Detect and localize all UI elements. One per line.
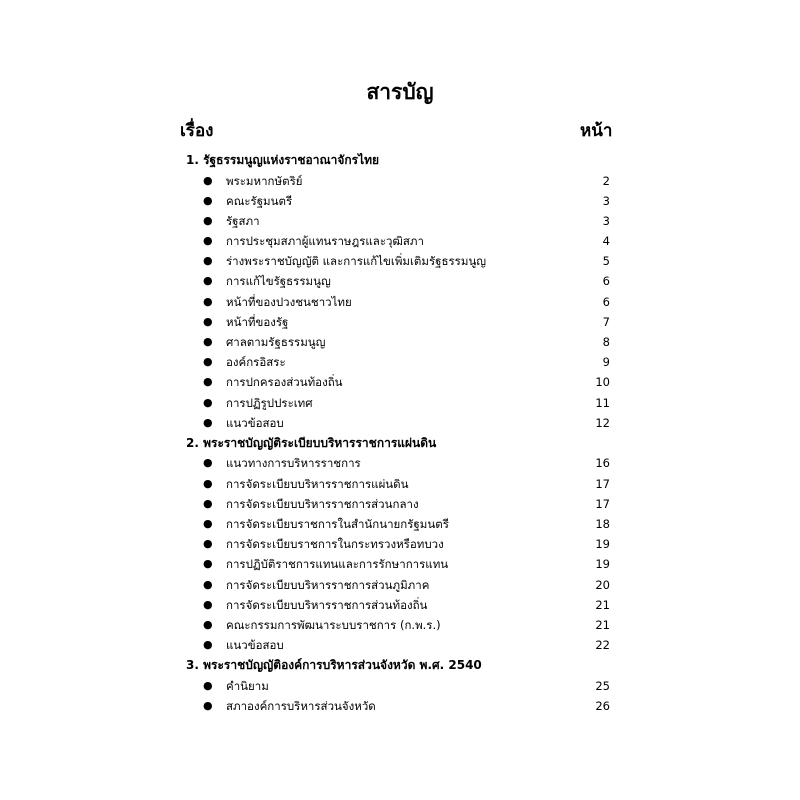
entry-label: การประชุมสภาผู้แทนราษฎรและวุฒิสภา bbox=[226, 234, 424, 249]
entry-label: หน้าที่ของปวงชนชาวไทย bbox=[226, 294, 352, 309]
bullet-icon: ● bbox=[203, 314, 213, 328]
page-column-header: หน้า bbox=[580, 121, 613, 141]
entry-label: สภาองค์การบริหารส่วนจังหวัด bbox=[226, 699, 376, 713]
entry-label: คณะกรรมการพัฒนาระบบราชการ (ก.พ.ร.) bbox=[226, 617, 441, 632]
bullet-icon: ● bbox=[203, 537, 213, 551]
entry-page-number: 19 bbox=[595, 537, 610, 552]
bullet-icon: ● bbox=[203, 234, 213, 248]
toc-entry bbox=[0, 514, 800, 534]
entry-label: การปฏิบัติราชการแทนและการรักษาการแทน bbox=[226, 557, 449, 572]
bullet-icon: ● bbox=[203, 476, 213, 490]
entry-page-number: 2 bbox=[602, 173, 610, 188]
bullet-icon: ● bbox=[203, 678, 213, 692]
bullet-icon: ● bbox=[203, 557, 213, 571]
bullet-icon: ● bbox=[203, 496, 213, 510]
bullet-icon: ● bbox=[203, 335, 213, 348]
entry-label: การแก้ไขรัฐธรรมนูญ bbox=[226, 274, 331, 289]
entry-label: พระมหากษัตริย์ bbox=[226, 173, 303, 188]
toc-entry bbox=[0, 453, 800, 473]
entry-label: การปฏิรูปประเทศ bbox=[226, 395, 313, 410]
bullet-icon: ● bbox=[203, 456, 213, 470]
entry-page-number: 4 bbox=[602, 234, 610, 249]
entry-label: องค์กรอิสระ bbox=[226, 355, 286, 370]
bullet-icon: ● bbox=[203, 173, 213, 187]
bullet-icon: ● bbox=[203, 517, 213, 530]
toc-entry bbox=[0, 413, 800, 433]
entry-label: แนวข้อสอบ bbox=[226, 415, 284, 430]
toc-entry bbox=[0, 494, 800, 514]
entry-label: การจัดระเบียบราชการในสำนักนายกรัฐมนตรี bbox=[226, 517, 449, 531]
bullet-icon: ● bbox=[203, 617, 213, 631]
bullet-icon: ● bbox=[203, 375, 213, 389]
bullet-icon: ● bbox=[203, 638, 213, 652]
bullet-icon: ● bbox=[203, 294, 213, 308]
toc-entry bbox=[0, 372, 800, 392]
entry-page-number: 3 bbox=[602, 193, 610, 208]
entry-page-number: 21 bbox=[595, 597, 610, 612]
bullet-icon: ● bbox=[203, 395, 213, 409]
toc-entry bbox=[0, 332, 800, 352]
bullet-icon: ● bbox=[203, 699, 213, 712]
entry-label: รัฐสภา bbox=[226, 213, 260, 228]
entry-page-number: 8 bbox=[602, 335, 610, 349]
entry-page-number: 17 bbox=[595, 476, 610, 491]
bullet-icon: ● bbox=[203, 213, 213, 227]
entry-label: ศาลตามรัฐธรรมนูญ bbox=[226, 335, 326, 349]
toc-entry bbox=[0, 554, 800, 574]
entry-page-number: 6 bbox=[602, 294, 610, 309]
toc-entry bbox=[0, 676, 800, 696]
toc-entry bbox=[0, 615, 800, 635]
bullet-icon: ● bbox=[203, 597, 213, 611]
entry-page-number: 21 bbox=[595, 617, 610, 632]
entry-page-number: 19 bbox=[595, 557, 610, 572]
toc-entry bbox=[0, 575, 800, 595]
entry-page-number: 12 bbox=[595, 415, 610, 430]
toc-entry bbox=[0, 474, 800, 494]
entry-page-number: 5 bbox=[602, 254, 610, 269]
toc-entry bbox=[0, 191, 800, 211]
entry-page-number: 6 bbox=[602, 274, 610, 289]
entry-page-number: 11 bbox=[595, 395, 610, 410]
toc-entry bbox=[0, 393, 800, 413]
entry-label: คำนิยาม bbox=[226, 678, 269, 693]
toc-entry bbox=[0, 292, 800, 312]
bullet-icon: ● bbox=[203, 355, 213, 369]
toc-entry bbox=[0, 211, 800, 231]
entry-page-number: 9 bbox=[602, 355, 610, 370]
toc-entry bbox=[0, 171, 800, 191]
entry-page-number: 25 bbox=[595, 678, 610, 693]
entry-label: แนวทางการบริหารราชการ bbox=[226, 456, 361, 471]
bullet-icon: ● bbox=[203, 254, 213, 268]
entry-label: การจัดระเบียบราชการในกระทรวงหรือทบวง bbox=[226, 537, 444, 552]
section-heading: 3. พระราชบัญญัติองค์การบริหารส่วนจังหวัด พ.ศ. 2540 bbox=[186, 658, 482, 673]
page-title: สารบัญ bbox=[366, 80, 434, 104]
entry-label: การจัดระเบียบบริหารราชการส่วนท้องถิ่น bbox=[226, 597, 428, 612]
toc-entry bbox=[0, 352, 800, 372]
topic-column-header: เรื่อง bbox=[180, 121, 214, 141]
entry-page-number: 18 bbox=[595, 517, 610, 531]
table-of-contents bbox=[0, 150, 800, 716]
bullet-icon: ● bbox=[203, 577, 213, 591]
entry-page-number: 22 bbox=[595, 638, 610, 653]
toc-entry bbox=[0, 595, 800, 615]
entry-label: หน้าที่ของรัฐ bbox=[226, 314, 289, 329]
entry-page-number: 17 bbox=[595, 496, 610, 511]
entry-page-number: 10 bbox=[595, 375, 610, 390]
bullet-icon: ● bbox=[203, 274, 213, 288]
entry-label: การปกครองส่วนท้องถิ่น bbox=[226, 375, 343, 390]
toc-entry bbox=[0, 251, 800, 271]
entry-label: การจัดระเบียบบริหารราชการส่วนกลาง bbox=[226, 496, 419, 511]
entry-page-number: 3 bbox=[602, 213, 610, 228]
toc-entry bbox=[0, 312, 800, 332]
bullet-icon: ● bbox=[203, 415, 213, 429]
entry-page-number: 16 bbox=[595, 456, 610, 471]
toc-entry bbox=[0, 271, 800, 291]
toc-entry bbox=[0, 231, 800, 251]
entry-label: คณะรัฐมนตรี bbox=[226, 193, 293, 208]
entry-label: ร่างพระราชบัญญัติ และการแก้ไขเพิ่มเติมรัฐธรรมนูญ bbox=[226, 254, 487, 269]
section-heading: 2. พระราชบัญญัติระเบียบบริหารราชการแผ่นดิน bbox=[186, 435, 437, 450]
section-heading: 1. รัฐธรรมนูญแห่งราชอาณาจักรไทย bbox=[186, 153, 380, 167]
bullet-icon: ● bbox=[203, 193, 213, 207]
entry-page-number: 7 bbox=[602, 314, 610, 329]
entry-label: แนวข้อสอบ bbox=[226, 638, 284, 653]
entry-page-number: 20 bbox=[595, 577, 610, 592]
toc-entry bbox=[0, 696, 800, 716]
toc-entry bbox=[0, 534, 800, 554]
entry-label: การจัดระเบียบบริหารราชการแผ่นดิน bbox=[226, 476, 409, 491]
entry-label: การจัดระเบียบบริหารราชการส่วนภูมิภาค bbox=[226, 577, 430, 592]
entry-page-number: 26 bbox=[595, 699, 610, 713]
toc-entry bbox=[0, 635, 800, 655]
